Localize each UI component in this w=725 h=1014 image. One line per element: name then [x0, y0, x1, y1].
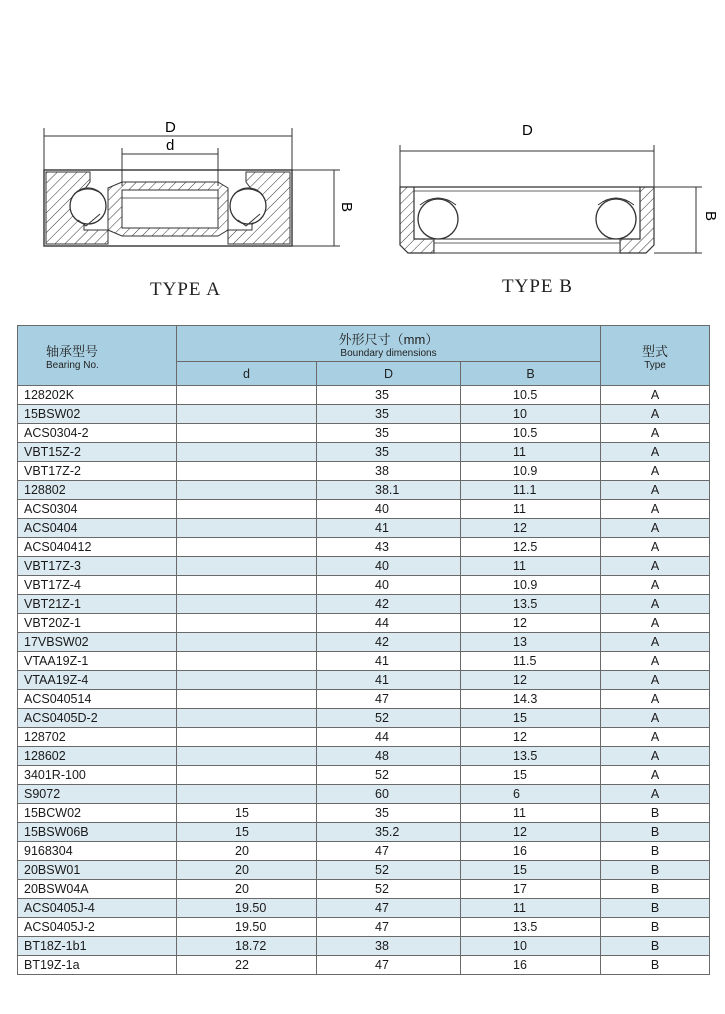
table-row [18, 519, 710, 538]
table-row [18, 861, 710, 880]
cell-d [177, 671, 317, 690]
table-row [18, 766, 710, 785]
cell-B: 15 [461, 766, 601, 785]
cell-D: 47 [317, 842, 461, 861]
type-a-D-label: D [165, 119, 176, 136]
table-row [18, 652, 710, 671]
cell-B: 11 [461, 804, 601, 823]
bearing-no-header [18, 326, 177, 386]
type-header [601, 326, 710, 386]
cell-type: A [601, 538, 710, 557]
table-row [18, 690, 710, 709]
cell-B: 13.5 [461, 595, 601, 614]
cell-bearing-no: VTAA19Z-1 [18, 652, 177, 671]
cell-B: 10.5 [461, 386, 601, 405]
cell-D: 41 [317, 652, 461, 671]
cell-type: A [601, 728, 710, 747]
cell-bearing-no: 20BSW01 [18, 861, 177, 880]
table-row [18, 842, 710, 861]
cell-type: A [601, 709, 710, 728]
cell-B: 10 [461, 937, 601, 956]
cell-type: A [601, 652, 710, 671]
cell-B: 12 [461, 519, 601, 538]
type-a-caption: TYPE A [150, 279, 221, 300]
cell-B: 12 [461, 614, 601, 633]
cell-D: 43 [317, 538, 461, 557]
cell-type: B [601, 880, 710, 899]
col-D-header: D [317, 362, 461, 386]
cell-type: A [601, 747, 710, 766]
cell-B: 10.5 [461, 424, 601, 443]
table-row [18, 538, 710, 557]
cell-d [177, 785, 317, 804]
cell-d: 20 [177, 861, 317, 880]
cell-type: A [601, 671, 710, 690]
bearing-no-header-cn: 轴承型号 [46, 343, 99, 359]
table-row [18, 823, 710, 842]
col-d-header: d [177, 362, 317, 386]
table-row [18, 557, 710, 576]
cell-D: 35.2 [317, 823, 461, 842]
cell-B: 11.1 [461, 481, 601, 500]
cell-B: 12 [461, 823, 601, 842]
type-a-d-label: d [166, 137, 175, 154]
cell-d: 20 [177, 842, 317, 861]
cell-d [177, 443, 317, 462]
cell-D: 35 [317, 443, 461, 462]
table-row [18, 956, 710, 975]
cell-type: A [601, 576, 710, 595]
table-row [18, 880, 710, 899]
cell-d: 18.72 [177, 937, 317, 956]
cell-D: 47 [317, 899, 461, 918]
cell-type: B [601, 861, 710, 880]
cell-type: A [601, 481, 710, 500]
cell-d [177, 652, 317, 671]
cell-D: 40 [317, 576, 461, 595]
table-row [18, 709, 710, 728]
table-row [18, 443, 710, 462]
cell-bearing-no: VBT17Z-3 [18, 557, 177, 576]
type-b-D-label: D [522, 122, 533, 139]
cell-bearing-no: ACS0405J-2 [18, 918, 177, 937]
spec-table-body [18, 386, 710, 975]
cell-d [177, 728, 317, 747]
cell-d [177, 538, 317, 557]
cell-B: 10.9 [461, 462, 601, 481]
cell-D: 40 [317, 557, 461, 576]
cell-D: 35 [317, 386, 461, 405]
cell-type: A [601, 405, 710, 424]
cell-B: 12 [461, 728, 601, 747]
cell-d [177, 576, 317, 595]
cell-bearing-no: 20BSW04A [18, 880, 177, 899]
cell-D: 44 [317, 614, 461, 633]
cell-D: 47 [317, 918, 461, 937]
cell-B: 16 [461, 956, 601, 975]
cell-d [177, 595, 317, 614]
cell-type: B [601, 804, 710, 823]
cell-B: 11.5 [461, 652, 601, 671]
cell-d [177, 633, 317, 652]
table-row [18, 899, 710, 918]
cell-type: A [601, 633, 710, 652]
cell-B: 11 [461, 443, 601, 462]
cell-bearing-no: 128602 [18, 747, 177, 766]
cell-D: 44 [317, 728, 461, 747]
cell-B: 13.5 [461, 918, 601, 937]
cell-d: 20 [177, 880, 317, 899]
dimensions-header [177, 326, 601, 362]
cell-D: 38 [317, 937, 461, 956]
bearing-spec-table [17, 325, 710, 975]
cell-B: 11 [461, 500, 601, 519]
table-row [18, 633, 710, 652]
cell-d [177, 481, 317, 500]
cell-D: 35 [317, 804, 461, 823]
cell-type: B [601, 899, 710, 918]
cell-D: 52 [317, 709, 461, 728]
table-row [18, 386, 710, 405]
cell-B: 12.5 [461, 538, 601, 557]
cell-B: 13 [461, 633, 601, 652]
cell-D: 41 [317, 519, 461, 538]
cell-d: 19.50 [177, 918, 317, 937]
cell-D: 35 [317, 424, 461, 443]
cell-D: 38.1 [317, 481, 461, 500]
cell-bearing-no: BT18Z-1b1 [18, 937, 177, 956]
cell-D: 40 [317, 500, 461, 519]
cell-d [177, 709, 317, 728]
cell-bearing-no: ACS040514 [18, 690, 177, 709]
cell-bearing-no: 17VBSW02 [18, 633, 177, 652]
cell-bearing-no: S9072 [18, 785, 177, 804]
cell-bearing-no: VTAA19Z-4 [18, 671, 177, 690]
cell-type: A [601, 500, 710, 519]
table-row [18, 804, 710, 823]
cell-type: B [601, 937, 710, 956]
cell-type: A [601, 386, 710, 405]
cell-d: 22 [177, 956, 317, 975]
table-row [18, 918, 710, 937]
cell-type: A [601, 424, 710, 443]
cell-B: 16 [461, 842, 601, 861]
cell-B: 13.5 [461, 747, 601, 766]
cell-D: 60 [317, 785, 461, 804]
type-header-en: Type [644, 359, 666, 371]
cell-d [177, 557, 317, 576]
table-row [18, 462, 710, 481]
table-row [18, 576, 710, 595]
cell-D: 41 [317, 671, 461, 690]
cell-d [177, 766, 317, 785]
cell-d [177, 519, 317, 538]
cell-type: B [601, 823, 710, 842]
type-header-cn: 型式 [642, 343, 669, 359]
cell-B: 10.9 [461, 576, 601, 595]
cell-bearing-no: 3401R-100 [18, 766, 177, 785]
cell-type: A [601, 785, 710, 804]
cell-d: 15 [177, 823, 317, 842]
cell-bearing-no: ACS0404 [18, 519, 177, 538]
cell-B: 15 [461, 709, 601, 728]
table-row [18, 424, 710, 443]
table-row [18, 595, 710, 614]
cell-D: 42 [317, 633, 461, 652]
cell-D: 38 [317, 462, 461, 481]
table-row [18, 614, 710, 633]
cell-bearing-no: ACS0405J-4 [18, 899, 177, 918]
cell-type: A [601, 690, 710, 709]
cell-B: 11 [461, 557, 601, 576]
type-a-B-label: B [338, 202, 355, 213]
cell-B: 14.3 [461, 690, 601, 709]
cell-bearing-no: 128802 [18, 481, 177, 500]
cell-D: 52 [317, 861, 461, 880]
cell-bearing-no: VBT21Z-1 [18, 595, 177, 614]
cell-d: 19.50 [177, 899, 317, 918]
cell-d [177, 690, 317, 709]
cell-d [177, 614, 317, 633]
cell-d [177, 462, 317, 481]
cell-d [177, 500, 317, 519]
cell-type: A [601, 595, 710, 614]
table-row [18, 937, 710, 956]
cell-bearing-no: VBT20Z-1 [18, 614, 177, 633]
cell-type: B [601, 842, 710, 861]
cell-B: 11 [461, 899, 601, 918]
cell-type: A [601, 519, 710, 538]
table-row [18, 671, 710, 690]
cell-bearing-no: 9168304 [18, 842, 177, 861]
cell-d [177, 386, 317, 405]
cell-bearing-no: 15BSW02 [18, 405, 177, 424]
type-b-B-label: B [702, 211, 719, 222]
cell-D: 47 [317, 956, 461, 975]
dimensions-header-cn: 外形尺寸（mm） [338, 331, 439, 347]
cell-B: 17 [461, 880, 601, 899]
cell-bearing-no: 128202K [18, 386, 177, 405]
cell-bearing-no: ACS0304-2 [18, 424, 177, 443]
cell-bearing-no: VBT17Z-2 [18, 462, 177, 481]
type-b-caption: TYPE B [502, 276, 573, 297]
cell-D: 48 [317, 747, 461, 766]
cell-type: A [601, 557, 710, 576]
type-a-diagram [30, 110, 360, 260]
cell-bearing-no: VBT15Z-2 [18, 443, 177, 462]
type-b-diagram [390, 115, 720, 265]
cell-d [177, 424, 317, 443]
cell-type: A [601, 462, 710, 481]
table-row [18, 405, 710, 424]
cell-d: 15 [177, 804, 317, 823]
cell-bearing-no: ACS0405D-2 [18, 709, 177, 728]
cell-D: 42 [317, 595, 461, 614]
cell-B: 6 [461, 785, 601, 804]
bearing-no-header-en: Bearing No. [46, 359, 99, 371]
cell-bearing-no: BT19Z-1a [18, 956, 177, 975]
table-row [18, 500, 710, 519]
cell-bearing-no: ACS040412 [18, 538, 177, 557]
table-row [18, 785, 710, 804]
table-row [18, 747, 710, 766]
cell-D: 35 [317, 405, 461, 424]
table-row [18, 728, 710, 747]
cell-d [177, 747, 317, 766]
cell-d [177, 405, 317, 424]
table-row [18, 481, 710, 500]
cell-bearing-no: ACS0304 [18, 500, 177, 519]
cell-type: B [601, 956, 710, 975]
cell-bearing-no: 128702 [18, 728, 177, 747]
cell-type: A [601, 614, 710, 633]
cell-D: 52 [317, 766, 461, 785]
cell-bearing-no: 15BCW02 [18, 804, 177, 823]
cell-D: 47 [317, 690, 461, 709]
cell-B: 12 [461, 671, 601, 690]
col-B-header: B [461, 362, 601, 386]
cell-bearing-no: 15BSW06B [18, 823, 177, 842]
cell-D: 52 [317, 880, 461, 899]
cell-B: 10 [461, 405, 601, 424]
cell-type: B [601, 918, 710, 937]
cell-type: A [601, 443, 710, 462]
dimensions-header-en: Boundary dimensions [340, 347, 437, 359]
cell-B: 15 [461, 861, 601, 880]
cell-bearing-no: VBT17Z-4 [18, 576, 177, 595]
cell-type: A [601, 766, 710, 785]
